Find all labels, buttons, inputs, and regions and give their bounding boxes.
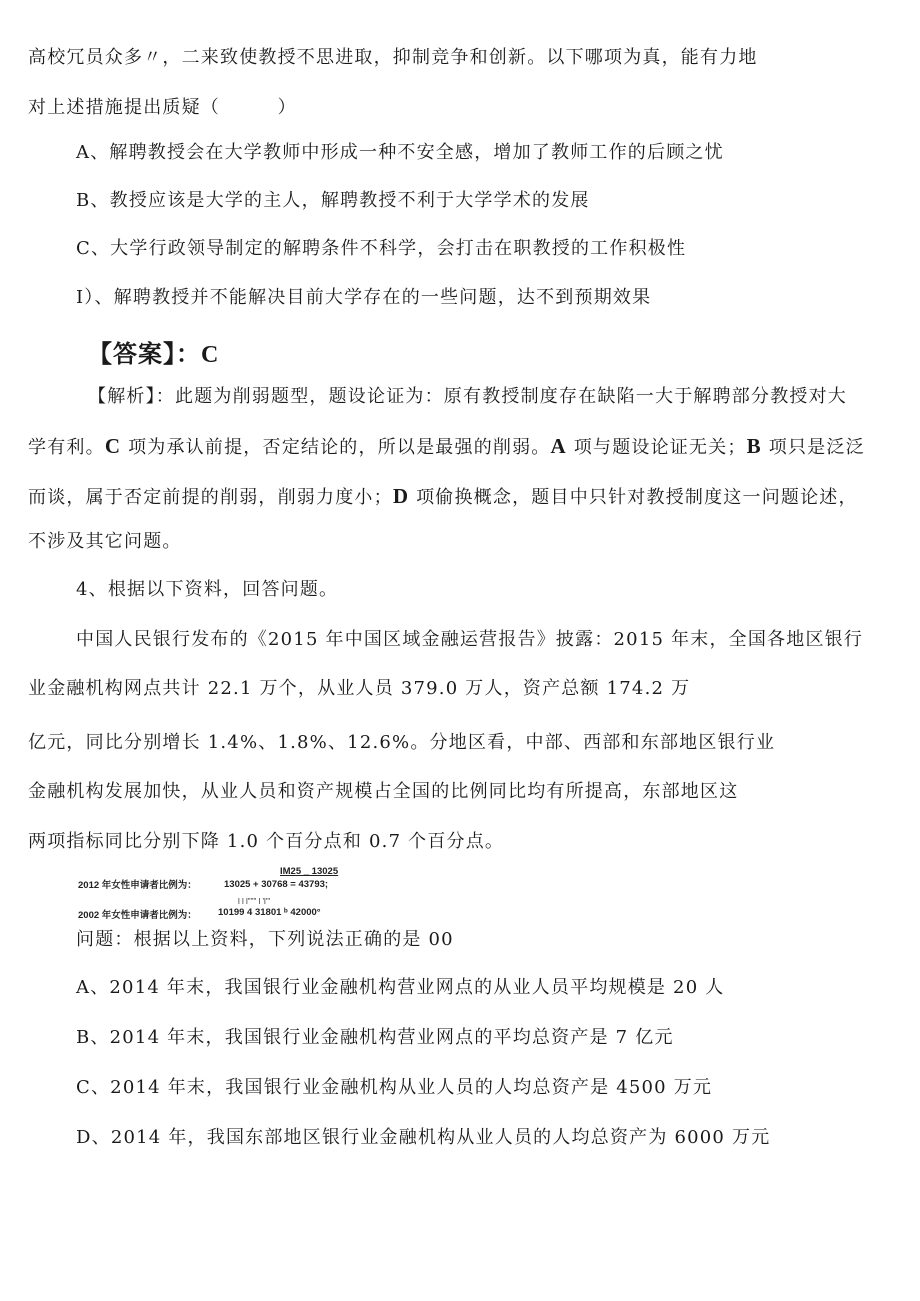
q4-para-line-5: 两项指标同比分别下降 1.0 个百分点和 0.7 个百分点。: [28, 831, 505, 852]
q4-para-line-3: 亿元，同比分别增长 1.4%、1.8%、12.6%。分地区看，中部、西部和东部地区银行业: [28, 732, 776, 753]
q4-question: 问题：根据以上资料，下列说法正确的是 00: [76, 929, 454, 950]
analysis-line-4: 不涉及其它问题。: [28, 531, 182, 552]
analysis-line-2: 学有利。C 项为承认前提，否定结论的，所以是最强的削弱。A 项与题设论证无关；B 项只是泛泛: [28, 434, 865, 458]
q4-para-line-4: 金融机构发展加快，从业人员和资产规模占全国的比例同比均有所提高，东部地区这: [28, 781, 739, 802]
formula-row1-denominator: 13025 + 30768 = 43793;: [224, 879, 329, 890]
q3-option-a: A、解聘教授会在大学教师中形成一种不安全感，增加了教师工作的后顾之忧: [76, 142, 724, 163]
q4-option-d: D、2014 年，我国东部地区银行业金融机构从业人员的人均总资产为 6000 万元: [76, 1127, 771, 1148]
formula-row2-numerator: l l l""" l 'l'": [238, 897, 271, 906]
formula-row2-denominator: 10199 4 31801 ᵇ 42000°: [218, 907, 321, 918]
q4-para-line-1: 中国人民银行发布的《2015 年中国区域金融运营报告》披露：2015 年末，全国各地区银行: [76, 629, 864, 650]
q3-option-c: C、大学行政领导制定的解聘条件不科学，会打击在职教授的工作积极性: [76, 238, 687, 259]
q3-option-b: B、教授应该是大学的主人，解聘教授不利于大学学术的发展: [76, 190, 590, 211]
answer: [88, 334, 219, 369]
answer-label: 【答案】：: [88, 339, 201, 368]
analysis-line-3: 而谈，属于否定前提的削弱，削弱力度小；D 项偷换概念，题目中只针对教授制度这一问题论述，: [28, 484, 858, 508]
q4-para-line-2: 业金融机构网点共计 22.1 万个，从业人员 379.0 万人，资产总额 174.2 万: [28, 678, 691, 699]
analysis-line-1: 【解析】：此题为削弱题型，题设论证为：原有教授制度存在缺陷一大于解聘部分教授对大: [88, 386, 847, 407]
intro-line-2: 对上述措施提出质疑（ ）: [28, 97, 297, 118]
q4-option-a: A、2014 年末，我国银行业金融机构营业网点的从业人员平均规模是 20 人: [76, 977, 725, 998]
q4-option-b: B、2014 年末，我国银行业金融机构营业网点的平均总资产是 7 亿元: [76, 1027, 674, 1048]
formula-row1-label: 2012 年女性申请者比例为：: [78, 880, 197, 891]
formula-row1-numerator: IM25 _ 13025: [280, 866, 339, 877]
q3-option-d: I）、解聘教授并不能解决目前大学存在的一些问题，达不到预期效果: [76, 287, 652, 308]
formula-row2-label: 2002 年女性申请者比例为：: [78, 910, 197, 921]
q4-heading: 4、根据以下资料，回答问题。: [76, 579, 339, 600]
intro-line-1: 高校冗员众多〃，二来致使教授不思进取，抑制竞争和创新。以下哪项为真，能有力地: [28, 47, 758, 68]
q4-option-c: C、2014 年末，我国银行业金融机构从业人员的人均总资产是 4500 万元: [76, 1077, 713, 1098]
answer-value: C: [201, 342, 220, 368]
